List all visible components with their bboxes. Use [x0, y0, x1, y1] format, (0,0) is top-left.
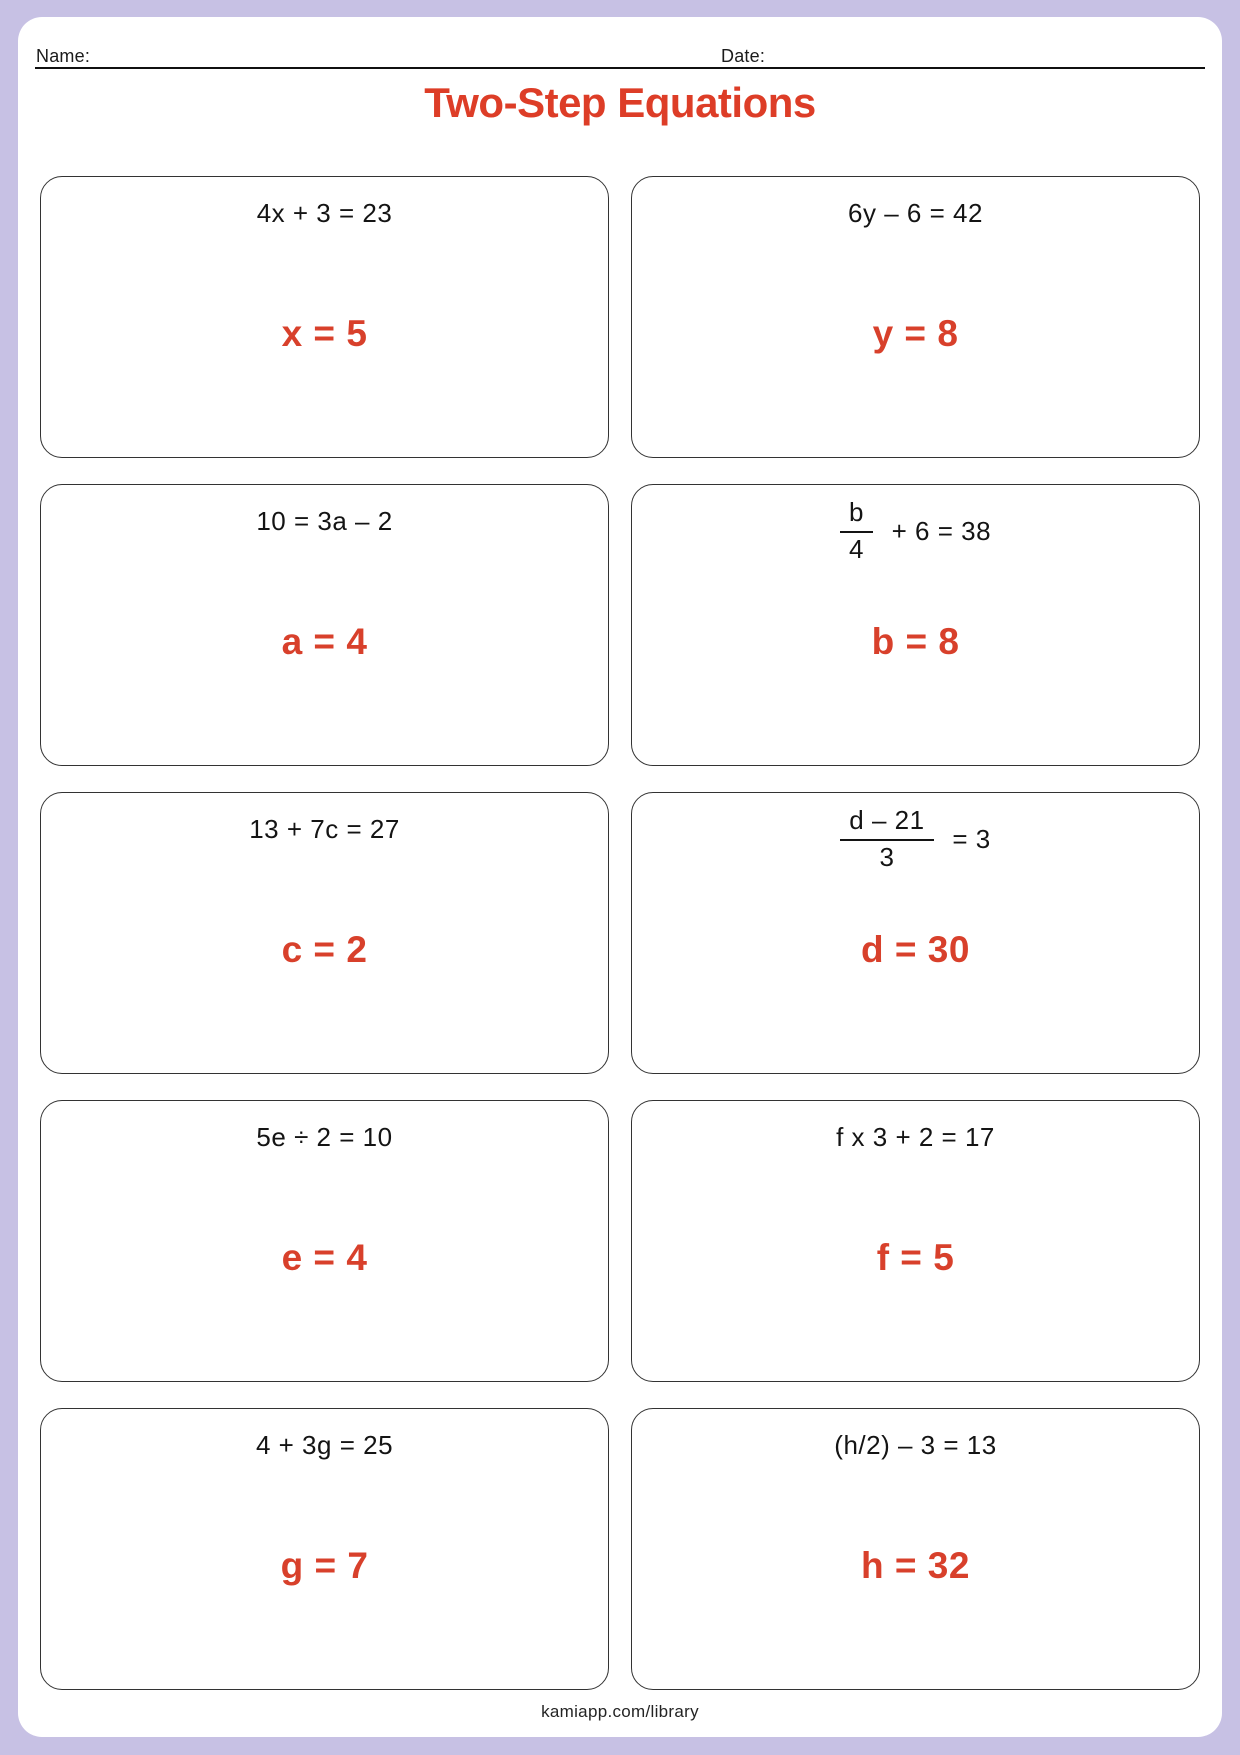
- answer-text: b = 8: [871, 620, 960, 662]
- equation-card-d: [631, 792, 1200, 1074]
- answer-text: d = 30: [861, 928, 970, 970]
- equation-card-h: [631, 1408, 1200, 1690]
- footer-link[interactable]: kamiapp.com/library: [541, 1702, 699, 1721]
- answer-text: c = 2: [281, 928, 368, 970]
- fraction-numerator: b: [840, 498, 873, 533]
- page-title: Two-Step Equations: [424, 79, 816, 126]
- fraction: [840, 806, 933, 873]
- equation-text: (h/2) – 3 = 13: [834, 1430, 997, 1460]
- equation-suffix: + 6 = 38: [891, 515, 992, 546]
- equation-text: 4 + 3g = 25: [255, 1430, 394, 1460]
- answer-text: x = 5: [281, 312, 368, 354]
- equation-card-a: [40, 484, 609, 766]
- equation-card-y: [631, 176, 1200, 458]
- date-label: Date:: [721, 46, 766, 66]
- answer-text: h = 32: [861, 1544, 970, 1586]
- answer-text: a = 4: [281, 620, 368, 662]
- equation-text: 6y – 6 = 42: [848, 198, 983, 228]
- equation-suffix: = 3: [952, 823, 991, 854]
- equation-card-x: [40, 176, 609, 458]
- equation-card-b: [631, 484, 1200, 766]
- equation-card-e: [40, 1100, 609, 1382]
- equation-text: [632, 793, 1199, 873]
- fraction-numerator: d – 21: [840, 806, 933, 841]
- answer-text: f = 5: [876, 1236, 955, 1278]
- equation-card-c: [40, 792, 609, 1074]
- name-label: Name:: [36, 46, 91, 66]
- equation-card-f: [631, 1100, 1200, 1382]
- answer-text: e = 4: [281, 1236, 368, 1278]
- equation-text: f x 3 + 2 = 17: [836, 1122, 995, 1152]
- equation-text: 13 + 7c = 27: [249, 814, 400, 844]
- equation-text: 5e ÷ 2 = 10: [256, 1122, 393, 1152]
- fraction: [840, 498, 873, 565]
- header-divider: [35, 67, 1205, 69]
- answer-text: y = 8: [872, 312, 959, 354]
- equation-card-grid: [40, 176, 1200, 1690]
- equation-text: [632, 485, 1199, 565]
- answer-text: g = 7: [280, 1544, 369, 1586]
- fraction-denominator: 4: [848, 533, 864, 564]
- equation-text: 4x + 3 = 23: [256, 198, 393, 228]
- equation-text: 10 = 3a – 2: [256, 506, 393, 536]
- worksheet-sheet: [18, 17, 1222, 1737]
- fraction-denominator: 3: [879, 841, 895, 872]
- equation-card-g: [40, 1408, 609, 1690]
